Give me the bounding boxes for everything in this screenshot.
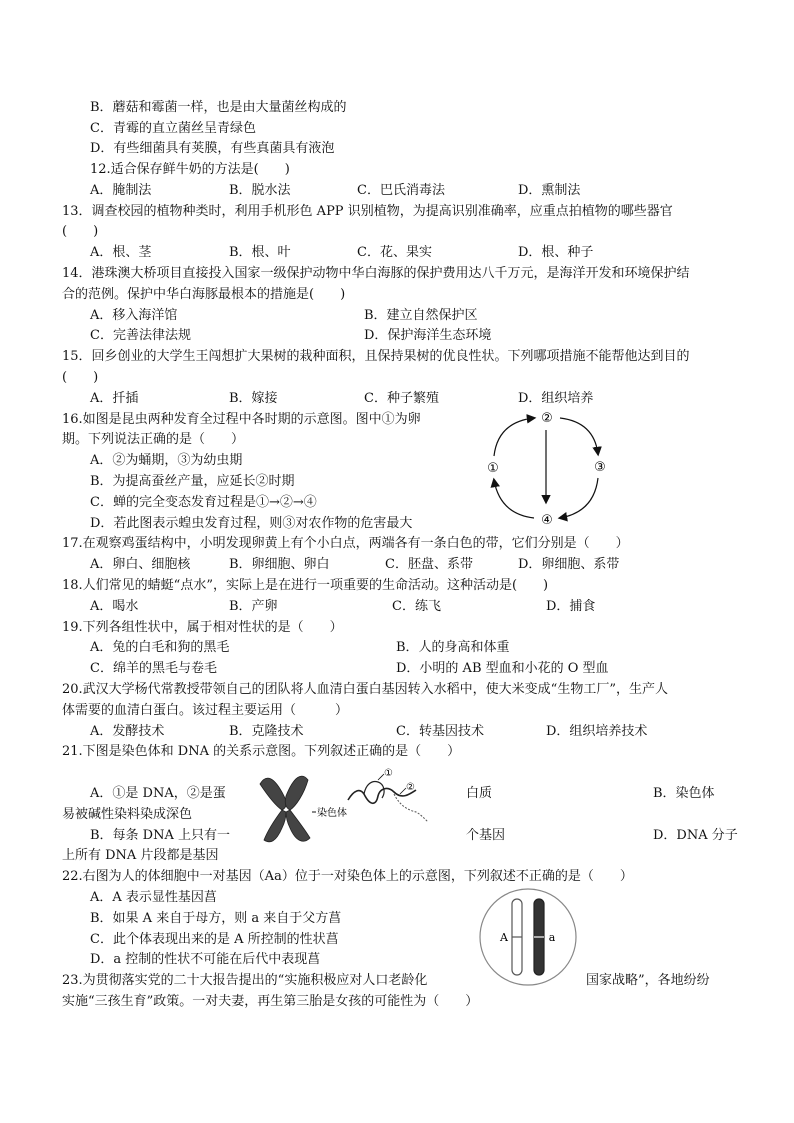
q14-option-d: D．保护海洋生态环境 xyxy=(364,328,492,343)
q15-stem-line2: ( ) xyxy=(62,370,99,385)
q13-stem-line1: 13．调查校园的植物种类时，利用手机形色 APP 识别植物，为提高识别准确率，应重点拍植物的哪些器官 xyxy=(62,204,673,219)
q20-stem-line2: 体需要的血清白蛋白。该过程主要运用（ ） xyxy=(62,703,349,718)
marker-2: ② xyxy=(406,782,415,793)
node-2: ② xyxy=(541,411,553,426)
insect-development-diagram xyxy=(478,404,610,530)
q16-option-d: D．若此图表示蝗虫发育过程，则③对农作物的危害最大 xyxy=(90,516,413,531)
q17-option-c: C．胚盘、系带 xyxy=(385,557,473,572)
q23-stem-line2: 实施“三孩生育”政策。一对夫妻，再生第三胎是女孩的可能性为（ ） xyxy=(62,994,479,1009)
cell-outline xyxy=(480,889,576,985)
q22-option-a: A．A 表示显性基因菖 xyxy=(90,890,217,905)
q12-stem: 12.适合保存鲜牛奶的方法是( ) xyxy=(90,162,290,177)
q19-option-c: C．绵羊的黑毛与卷毛 xyxy=(90,661,217,676)
q15-stem-line1: 15．回乡创业的大学生王闯想扩大果树的栽种面积，且保持果树的优良性状。下列哪项措施不能帮他达到目的 xyxy=(62,349,690,364)
q15-option-c: C．种子繁殖 xyxy=(364,391,439,406)
q21-option-d-part1: D．DNA 分子 xyxy=(653,828,738,843)
node-3: ③ xyxy=(594,460,606,475)
q22-stem: 22.右图为人的体细胞中一对基因（Aa）位于一对染色体上的示意图，下列叙述不正确的是（ ） xyxy=(62,869,633,884)
q14-option-b: B．建立自然保护区 xyxy=(364,308,478,323)
allele-label-a-upper: A xyxy=(500,931,508,944)
q19-option-d: D．小明的 AB 型血和小花的 O 型血 xyxy=(396,661,609,676)
q22-option-c: C．此个体表现出来的是 A 所控制的性状菖 xyxy=(90,932,339,947)
q11-option-b: B．蘑菇和霉菌一样，也是由大量菌丝构成的 xyxy=(90,100,347,115)
q15-option-a: A．扦插 xyxy=(90,391,139,406)
q15-option-b: B．嫁接 xyxy=(229,391,278,406)
q16-option-a: A．②为蛹期，③为幼虫期 xyxy=(90,453,243,468)
q20-stem-line1: 20.武汉大学杨代常教授带领自己的团队将人血清白蛋白基因转入水稻中，使大米变成“生物工厂”，生产人 xyxy=(62,682,668,697)
q16-option-b: B．为提高蚕丝产量，应延长②时期 xyxy=(90,474,295,489)
q12-option-b: B．脱水法 xyxy=(229,183,291,198)
node-1: ① xyxy=(487,461,499,476)
q18-option-a: A．喝水 xyxy=(90,599,139,614)
q20-option-a: A．发酵技术 xyxy=(90,724,165,739)
q12-option-a: A．腌制法 xyxy=(90,183,152,198)
q13-stem-line2: ( ) xyxy=(62,224,99,239)
q11-option-d: D．有些细菌具有荚膜，有些真菌具有液泡 xyxy=(90,141,335,156)
protein-coil xyxy=(394,794,428,822)
q17-option-b: B．卵细胞、卵白 xyxy=(229,557,330,572)
chromosome-shape xyxy=(260,776,310,842)
q12-option-d: D．熏制法 xyxy=(518,183,581,198)
q17-stem: 17.在观察鸡蛋结构中，小明发现卵黄上有个小白点，两端各有一条白色的带，它们分别是（ ） xyxy=(62,536,629,551)
q14-stem-line2: 合的范例。保护中华白海豚最根本的措施是( ) xyxy=(62,287,346,302)
q19-option-b: B．人的身高和体重 xyxy=(396,640,510,655)
q21-option-c-part2: 个基因 xyxy=(466,828,506,843)
arrow-4-to-1 xyxy=(494,480,534,518)
q21-option-d-part2: 上所有 DNA 片段都是基因 xyxy=(62,848,219,863)
cell-gene-pair-diagram xyxy=(476,885,580,989)
q17-option-d: D．卵细胞、系带 xyxy=(518,557,620,572)
q13-option-b: B．根、叶 xyxy=(229,245,291,260)
q18-stem: 18.人们常见的蜻蜓“点水”，实际上是在进行一项重要的生命活动。这种活动是( ) xyxy=(62,578,549,593)
q16-option-c: C．蝉的完全变态发育过程是①→②→④ xyxy=(90,495,317,510)
q21-option-a-part1: A．①是 DNA，②是蛋 xyxy=(90,786,226,801)
q14-option-c: C．完善法律法规 xyxy=(90,328,191,343)
q22-option-d: D．a 控制的性状不可能在后代中表现菖 xyxy=(90,952,321,967)
q23-stem-line1-part2: 国家战略”，各地纷纷 xyxy=(586,973,710,988)
q21-stem: 21.下图是染色体和 DNA 的关系示意图。下列叙述正确的是（ ） xyxy=(62,744,461,759)
chromosome-label: 染色体 xyxy=(317,808,347,819)
q23-stem-line1-part1: 23.为贯彻落实党的二十大报告提出的“实施积极应对人口老龄化 xyxy=(62,973,428,988)
q18-option-b: B．产卵 xyxy=(229,599,278,614)
q13-option-c: C．花、果实 xyxy=(357,245,432,260)
q11-option-c: C．青霉的直立菌丝呈青绿色 xyxy=(90,121,256,136)
q14-stem-line1: 14．港珠澳大桥项目直接投入国家一级保护动物中华白海豚的保护费用达八千万元，是海洋开发和环境保护结 xyxy=(62,266,690,281)
q18-option-c: C．练飞 xyxy=(392,599,441,614)
q21-option-a-part2: 白质 xyxy=(466,786,493,801)
q14-option-a: A．移入海洋馆 xyxy=(90,308,178,323)
q21-option-c-part1: B．每条 DNA 上只有一 xyxy=(90,828,231,843)
q22-option-b: B．如果 A 来自于母方，则 a 来自于父方菖 xyxy=(90,911,342,926)
arrow-1-to-2 xyxy=(494,418,534,456)
node-4: ④ xyxy=(541,513,553,528)
chromosome-dna-diagram xyxy=(252,766,432,846)
q12-option-c: C．巴氏消毒法 xyxy=(357,183,445,198)
arrow-2-to-3 xyxy=(560,418,598,454)
q17-option-a: A．卵白、细胞核 xyxy=(90,557,191,572)
allele-label-a-lower: a xyxy=(548,931,556,944)
q20-option-b: B．克隆技术 xyxy=(229,724,304,739)
q16-stem-line2: 期。下列说法正确的是（ ） xyxy=(62,432,245,447)
q19-option-a: A．兔的白毛和狗的黑毛 xyxy=(90,640,230,655)
marker-1: ① xyxy=(384,768,393,779)
arrow-3-to-4 xyxy=(560,478,598,518)
q19-stem: 19.下列各组性状中，属于相对性状的是（ ） xyxy=(62,620,343,635)
q20-option-d: D．组织培养技术 xyxy=(546,724,648,739)
q20-option-c: C．转基因技术 xyxy=(396,724,484,739)
q21-option-b-part1: B．染色体 xyxy=(653,786,715,801)
q18-option-d: D．捕食 xyxy=(546,599,596,614)
q15-option-d: D．组织培养 xyxy=(518,391,594,406)
q13-option-a: A．根、茎 xyxy=(90,245,152,260)
q13-option-d: D．根、种子 xyxy=(518,245,594,260)
q16-stem-line1: 16.如图是昆虫两种发育全过程中各时期的示意图。图中①为卵 xyxy=(62,412,421,427)
q21-option-b-part2: 易被碱性染料染成深色 xyxy=(62,807,193,822)
